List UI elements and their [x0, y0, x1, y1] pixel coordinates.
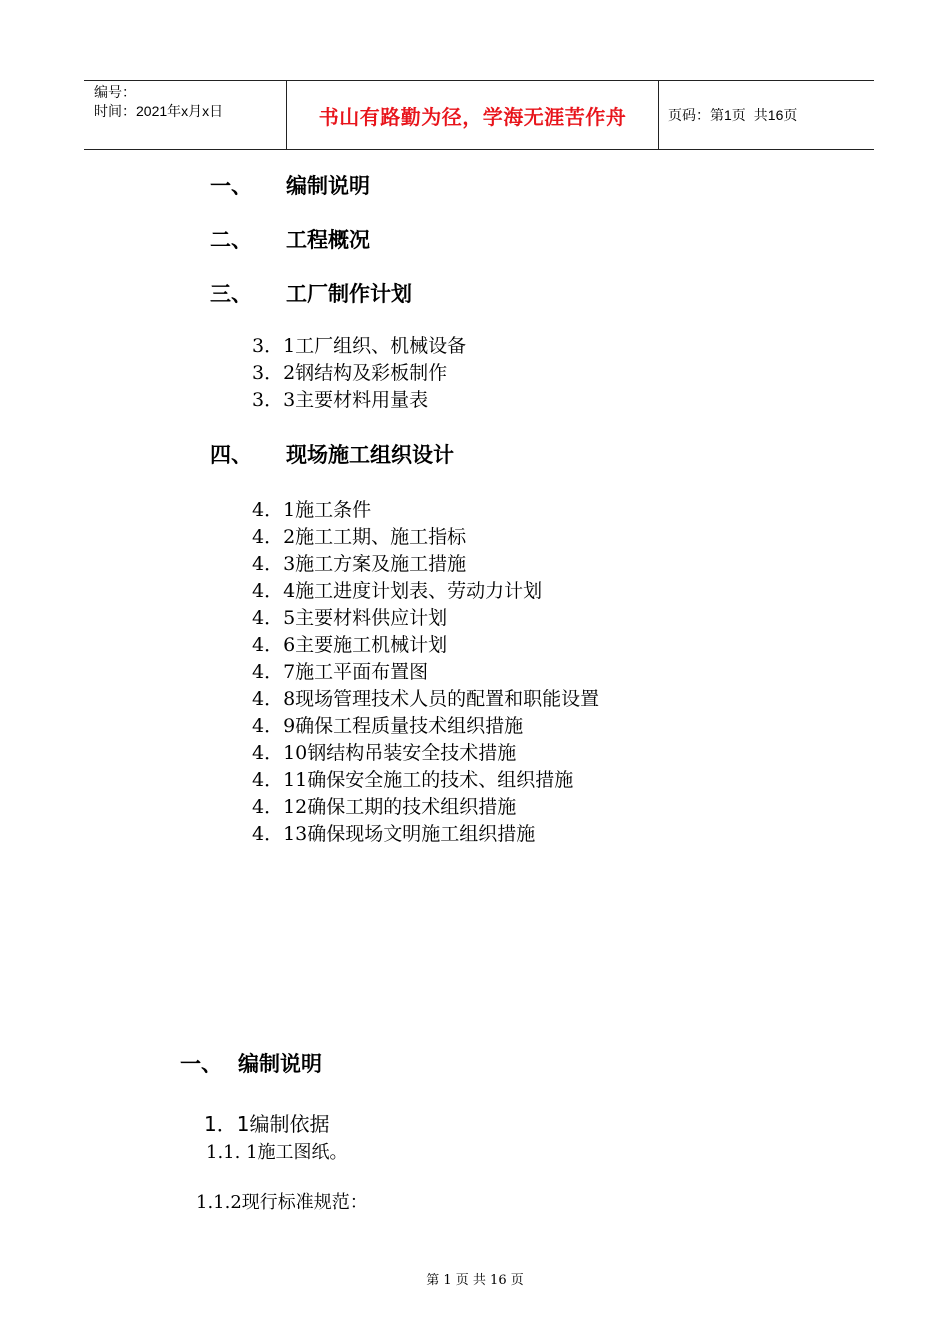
header-motto: 书山有路勤为径，学海无涯苦作舟: [318, 104, 627, 129]
subsection-heading: 1．1编制依据: [204, 1112, 330, 1136]
page-footer: 第 1 页 共 16 页: [426, 1273, 524, 1288]
toc-item: 3．1工厂组织、机械设备: [252, 335, 467, 357]
toc-heading-4: 四、 现场施工组织设计: [210, 443, 454, 467]
header-time-label: 时间：2021年x月x日: [94, 103, 224, 119]
header-divider: [658, 81, 659, 149]
header-page-info: [668, 81, 797, 149]
header-page-label: 页码：第1页: [668, 107, 746, 123]
section-heading: 一、 编制说明: [180, 1052, 322, 1076]
toc-item: 4．10钢结构吊装安全技术措施: [252, 742, 517, 764]
toc-item: 4．8现场管理技术人员的配置和职能设置: [252, 688, 600, 710]
toc-heading-2: 二、 工程概况: [210, 228, 370, 252]
toc-item: 4．2施工工期、施工指标: [252, 526, 467, 548]
toc-item: 3．2钢结构及彩板制作: [252, 362, 448, 384]
toc-item: 4．7施工平面布置图: [252, 661, 429, 683]
page-header: [84, 80, 874, 150]
toc-item: 4．11确保安全施工的技术、组织措施: [252, 769, 574, 791]
toc-item: 3．3主要材料用量表: [252, 389, 429, 411]
body-line: 1.1.2现行标准规范：: [196, 1192, 368, 1213]
toc-item: 4．13确保现场文明施工组织措施: [252, 823, 536, 845]
toc-item: 4．1施工条件: [252, 499, 372, 521]
toc-item: 4．6主要施工机械计划: [252, 634, 448, 656]
toc-heading-1: 一、 编制说明: [210, 174, 370, 198]
toc-heading-3: 三、 工厂制作计划: [210, 282, 412, 306]
header-total-label: 共16页: [753, 107, 798, 123]
header-info: [94, 83, 286, 147]
toc-item: 4．9确保工程质量技术组织措施: [252, 715, 524, 737]
toc-item: 4．4施工进度计划表、劳动力计划: [252, 580, 543, 602]
toc-item: 4．5主要材料供应计划: [252, 607, 448, 629]
toc-item: 4．3施工方案及施工措施: [252, 553, 467, 575]
body-line: 1.1. 1施工图纸。: [206, 1142, 348, 1163]
header-number-label: 编号：: [94, 84, 136, 100]
toc-item: 4．12确保工期的技术组织措施: [252, 796, 517, 818]
